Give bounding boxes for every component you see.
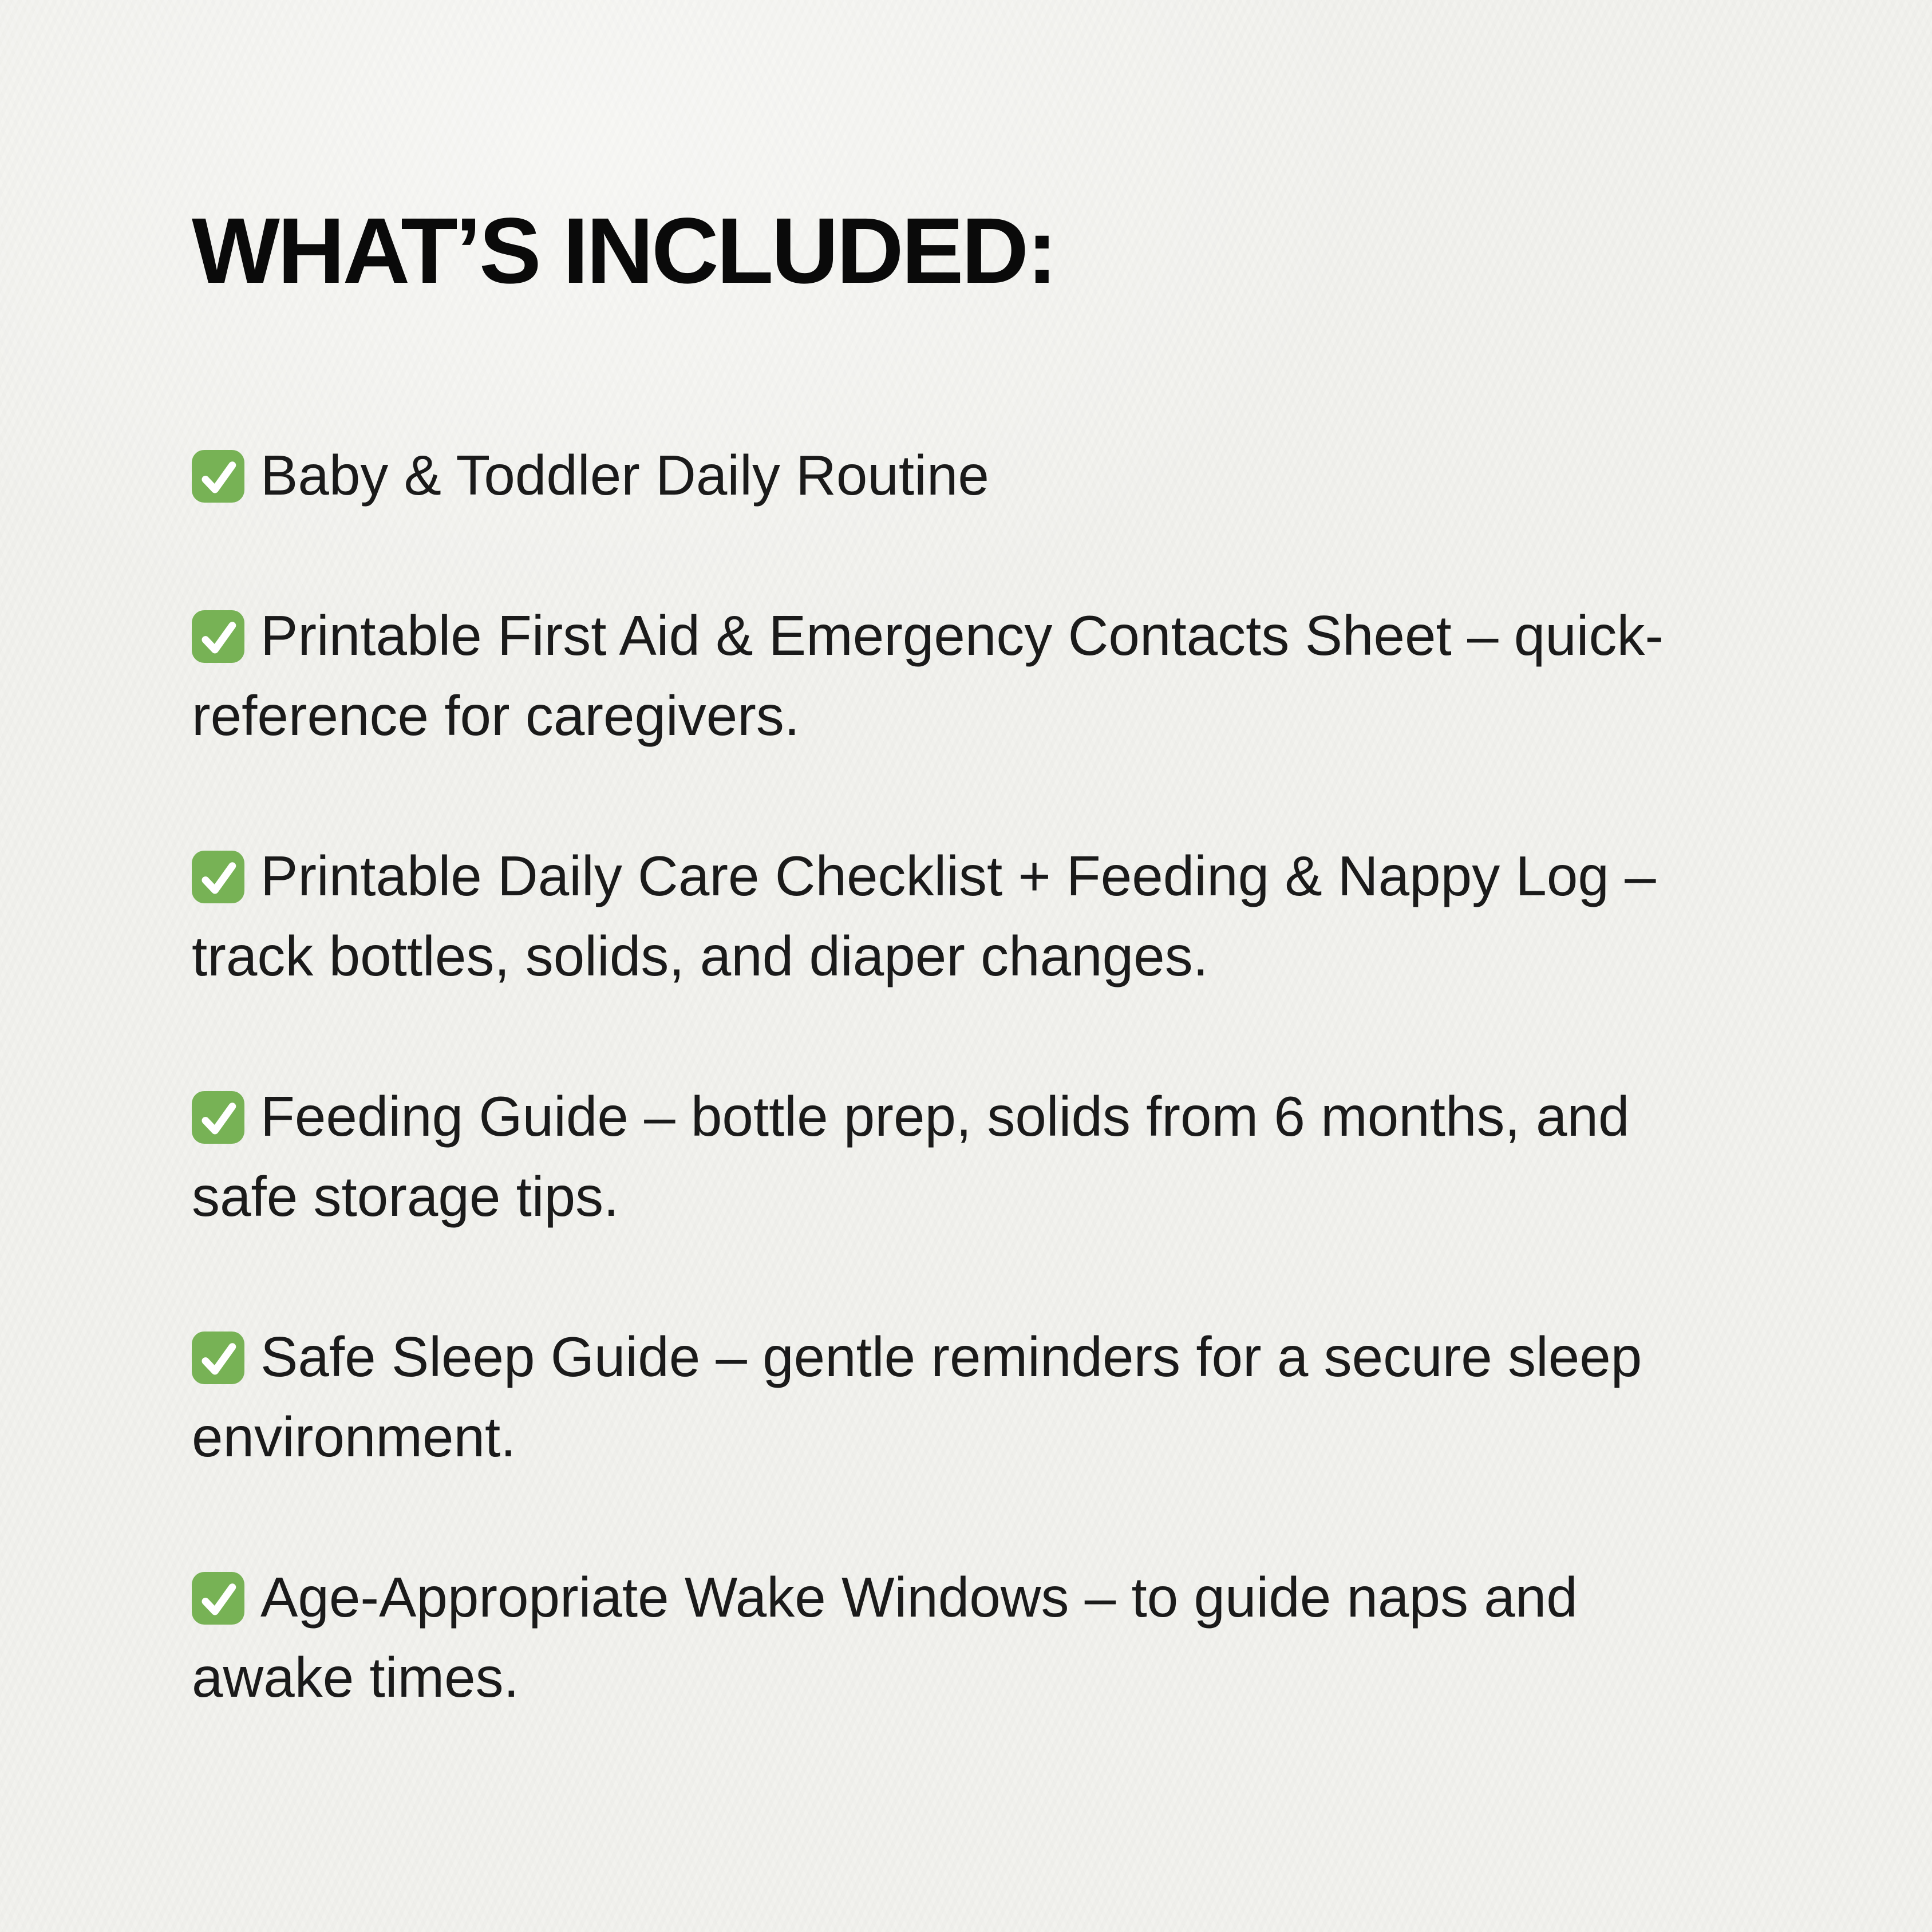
check-icon — [192, 610, 244, 663]
list-item — [192, 1076, 1749, 1236]
list-item-text: Feeding Guide – bottle prep, solids from 6 months, and safe storage tips. — [192, 1084, 1630, 1228]
list-item-text: Baby & Toddler Daily Routine — [260, 443, 989, 507]
check-icon — [192, 1091, 244, 1144]
check-icon — [192, 1572, 244, 1625]
included-checklist — [192, 435, 1749, 1717]
list-item-text: Printable Daily Care Checklist + Feeding & Nappy Log – track bottles, solids, and diaper changes. — [192, 844, 1656, 987]
check-icon — [192, 1332, 244, 1384]
list-item-text: Safe Sleep Guide – gentle reminders for a secure sleep environment. — [192, 1325, 1642, 1468]
list-item — [192, 1557, 1749, 1717]
page-title: WHAT’S INCLUDED: — [192, 198, 1056, 303]
list-item-text: Printable First Aid & Emergency Contacts Sheet – quick-reference for caregivers. — [192, 603, 1664, 747]
check-icon — [192, 450, 244, 503]
list-item — [192, 1317, 1749, 1477]
list-item — [192, 595, 1749, 756]
list-item — [192, 435, 1749, 515]
check-icon — [192, 851, 244, 903]
list-item — [192, 836, 1749, 996]
list-item-text: Age-Appropriate Wake Windows – to guide naps and awake times. — [192, 1565, 1578, 1709]
